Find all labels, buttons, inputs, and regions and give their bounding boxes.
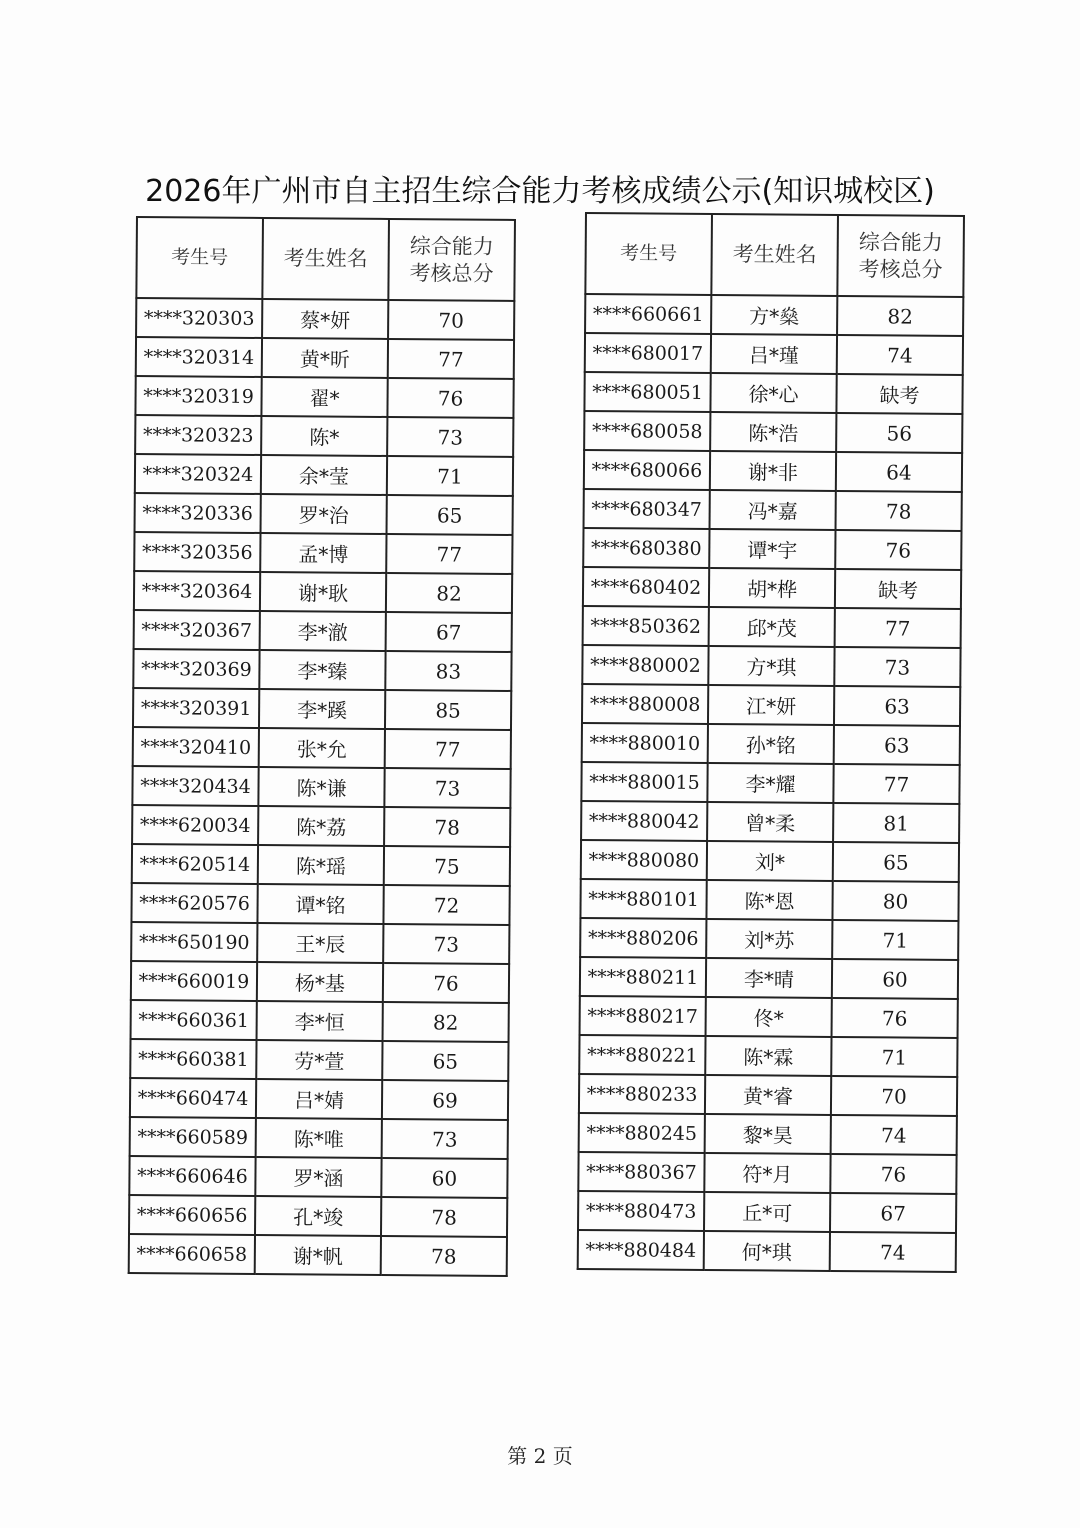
candidate-id-cell: ****880221 (579, 1035, 705, 1075)
score-cell: 80 (832, 881, 958, 921)
score-table-right (577, 212, 965, 1273)
candidate-id-cell: ****660661 (585, 294, 711, 334)
header-candidate-name: 考生姓名 (711, 214, 838, 296)
table-header-row (585, 213, 964, 297)
candidate-name-cell: 刘* (707, 841, 833, 881)
score-cell: 82 (837, 296, 963, 336)
table-row (129, 1195, 507, 1237)
candidate-name-cell: 陈*浩 (710, 412, 836, 452)
candidate-name-cell: 李*蹊 (259, 689, 385, 729)
table-row (583, 567, 961, 609)
score-cell: 56 (836, 413, 962, 453)
candidate-name-cell: 谢*帆 (255, 1235, 381, 1275)
table-row (579, 1074, 957, 1116)
candidate-name-cell: 何*琪 (704, 1231, 830, 1271)
candidate-name-cell: 孙*铭 (708, 724, 834, 764)
table-row (135, 376, 513, 418)
table-row (580, 996, 958, 1038)
score-cell: 77 (386, 534, 512, 574)
candidate-name-cell: 陈*唯 (256, 1118, 382, 1158)
score-cell: 77 (388, 339, 514, 379)
score-cell: 74 (830, 1232, 956, 1272)
score-cell: 71 (831, 1037, 957, 1077)
score-cell: 76 (383, 963, 509, 1003)
candidate-name-cell: 陈*荔 (258, 806, 384, 846)
header-candidate-id: 考生号 (585, 213, 712, 295)
candidate-name-cell: 黎*昊 (705, 1114, 831, 1154)
candidate-id-cell: ****680402 (583, 567, 709, 607)
candidate-id-cell: ****320324 (135, 454, 261, 494)
score-cell: 65 (387, 495, 513, 535)
candidate-id-cell: ****660381 (130, 1039, 256, 1079)
score-cell: 78 (381, 1197, 507, 1237)
candidate-id-cell: ****320434 (132, 766, 258, 806)
table-row (130, 1117, 508, 1159)
candidate-id-cell: ****880484 (578, 1230, 704, 1270)
candidate-name-cell: 罗*涵 (255, 1157, 381, 1197)
header-total-score (388, 219, 515, 301)
candidate-name-cell: 陈* (261, 416, 387, 456)
page-title: 2026年广州市自主招生综合能力考核成绩公示(知识城校区) (145, 174, 935, 209)
table-row (584, 489, 962, 531)
table-row (584, 450, 962, 492)
table-row (130, 1039, 508, 1081)
score-cell: 76 (832, 998, 958, 1038)
score-cell: 65 (382, 1041, 508, 1081)
candidate-name-cell: 陈*恩 (706, 880, 832, 920)
table-row (580, 879, 958, 921)
candidate-name-cell: 李*耀 (707, 763, 833, 803)
table-row (130, 1078, 508, 1120)
table-row (585, 294, 963, 336)
score-cell: 73 (382, 1119, 508, 1159)
score-cell: 70 (831, 1076, 957, 1116)
candidate-name-cell: 罗*治 (261, 494, 387, 534)
table-row (583, 528, 961, 570)
score-cell: 64 (836, 452, 962, 492)
table-body-right (578, 294, 964, 1272)
score-cell: 76 (835, 530, 961, 570)
candidate-name-cell: 张*允 (259, 728, 385, 768)
candidate-id-cell: ****320314 (136, 337, 262, 377)
score-cell: 72 (383, 885, 509, 925)
candidate-id-cell: ****880008 (582, 684, 708, 724)
header-score-line2: 考核总分 (409, 260, 494, 286)
candidate-name-cell: 冯*嘉 (710, 490, 836, 530)
table-row (132, 844, 510, 886)
candidate-id-cell: ****880042 (581, 801, 707, 841)
score-cell: 78 (381, 1236, 507, 1276)
table-row (582, 723, 960, 765)
candidate-id-cell: ****880367 (578, 1152, 704, 1192)
candidate-name-cell: 李*澈 (260, 611, 386, 651)
candidate-id-cell: ****680347 (584, 489, 710, 529)
candidate-id-cell: ****680051 (584, 372, 710, 412)
candidate-name-cell: 劳*萱 (256, 1040, 382, 1080)
candidate-name-cell: 符*月 (704, 1153, 830, 1193)
score-cell: 缺考 (835, 569, 961, 609)
header-total-score (837, 215, 964, 297)
table-row (133, 649, 511, 691)
table-row (129, 1234, 507, 1276)
candidate-name-cell: 杨*基 (257, 962, 383, 1002)
candidate-name-cell: 谭*宇 (709, 529, 835, 569)
candidate-id-cell: ****660646 (129, 1156, 255, 1196)
candidate-name-cell: 余*莹 (261, 455, 387, 495)
table-row (582, 645, 960, 687)
header-candidate-name: 考生姓名 (262, 218, 389, 300)
table-row (578, 1191, 956, 1233)
candidate-name-cell: 孔*竣 (255, 1196, 381, 1236)
candidate-name-cell: 李*晴 (706, 958, 832, 998)
score-cell: 82 (386, 573, 512, 613)
table-row (131, 1000, 509, 1042)
candidate-id-cell: ****320303 (136, 298, 262, 338)
score-cell: 73 (834, 647, 960, 687)
candidate-name-cell: 曾*柔 (707, 802, 833, 842)
table-row (581, 801, 959, 843)
candidate-name-cell: 李*臻 (259, 650, 385, 690)
table-row (133, 688, 511, 730)
candidate-id-cell: ****320356 (134, 532, 260, 572)
score-cell: 76 (387, 378, 513, 418)
candidate-id-cell: ****880473 (578, 1191, 704, 1231)
table-row (580, 918, 958, 960)
candidate-name-cell: 孟*博 (260, 533, 386, 573)
score-cell: 83 (385, 651, 511, 691)
candidate-name-cell: 吕*婧 (256, 1079, 382, 1119)
table-row (134, 610, 512, 652)
candidate-name-cell: 陈*霖 (705, 1036, 831, 1076)
candidate-id-cell: ****660019 (131, 961, 257, 1001)
candidate-id-cell: ****320369 (133, 649, 259, 689)
table-row (584, 411, 962, 453)
score-cell: 69 (382, 1080, 508, 1120)
score-cell: 82 (383, 1002, 509, 1042)
candidate-id-cell: ****320364 (134, 571, 260, 611)
candidate-name-cell: 方*琪 (708, 646, 834, 686)
candidate-id-cell: ****320391 (133, 688, 259, 728)
table-body-left (129, 298, 515, 1276)
score-cell: 81 (833, 803, 959, 843)
table-row (132, 766, 510, 808)
score-cell: 75 (384, 846, 510, 886)
candidate-name-cell: 方*燊 (711, 295, 837, 335)
candidate-name-cell: 谭*铭 (257, 884, 383, 924)
table-header-row (136, 217, 515, 301)
candidate-name-cell: 陈*瑶 (258, 845, 384, 885)
table-row (135, 493, 513, 535)
table-row (580, 957, 958, 999)
score-cell: 78 (836, 491, 962, 531)
table-row (136, 337, 514, 379)
score-table-left (128, 216, 516, 1277)
table-row (581, 840, 959, 882)
score-cell: 67 (830, 1193, 956, 1233)
score-cell: 缺考 (836, 374, 962, 414)
table-row (578, 1152, 956, 1194)
candidate-name-cell: 邱*茂 (709, 607, 835, 647)
candidate-id-cell: ****620034 (132, 805, 258, 845)
table-row (581, 762, 959, 804)
candidate-id-cell: ****650190 (131, 922, 257, 962)
table-row (131, 961, 509, 1003)
score-cell: 60 (381, 1158, 507, 1198)
candidate-id-cell: ****880010 (582, 723, 708, 763)
candidate-id-cell: ****660589 (130, 1117, 256, 1157)
table-row (135, 454, 513, 496)
candidate-id-cell: ****680380 (583, 528, 709, 568)
candidate-id-cell: ****620514 (132, 844, 258, 884)
candidate-id-cell: ****660658 (129, 1234, 255, 1274)
candidate-name-cell: 谢*非 (710, 451, 836, 491)
header-score-line2: 考核总分 (858, 256, 943, 282)
score-cell: 63 (834, 686, 960, 726)
candidate-id-cell: ****850362 (583, 606, 709, 646)
candidate-id-cell: ****880101 (580, 879, 706, 919)
page-number: 第 2 页 (507, 1444, 573, 1468)
candidate-id-cell: ****880233 (579, 1074, 705, 1114)
score-cell: 74 (837, 335, 963, 375)
table-row (133, 727, 511, 769)
header-score-line1: 综合能力 (858, 229, 943, 255)
candidate-name-cell: 黄*昕 (262, 338, 388, 378)
table-row (579, 1035, 957, 1077)
score-cell: 78 (384, 807, 510, 847)
candidate-id-cell: ****880015 (581, 762, 707, 802)
candidate-id-cell: ****880002 (582, 645, 708, 685)
candidate-id-cell: ****680017 (585, 333, 711, 373)
candidate-name-cell: 江*妍 (708, 685, 834, 725)
table-row (578, 1230, 956, 1272)
candidate-name-cell: 陈*谦 (258, 767, 384, 807)
candidate-id-cell: ****320336 (135, 493, 261, 533)
candidate-name-cell: 谢*耿 (260, 572, 386, 612)
score-cell: 77 (835, 608, 961, 648)
table-row (582, 684, 960, 726)
candidate-name-cell: 胡*桦 (709, 568, 835, 608)
candidate-name-cell: 王*辰 (257, 923, 383, 963)
candidate-id-cell: ****880080 (581, 840, 707, 880)
table-row (134, 532, 512, 574)
candidate-id-cell: ****660361 (131, 1000, 257, 1040)
score-cell: 74 (831, 1115, 957, 1155)
candidate-id-cell: ****660474 (130, 1078, 256, 1118)
header-score-line1: 综合能力 (409, 233, 494, 259)
score-cell: 73 (384, 768, 510, 808)
candidate-name-cell: 吕*瑾 (711, 334, 837, 374)
table-row (132, 805, 510, 847)
candidate-name-cell: 徐*心 (710, 373, 836, 413)
table-row (136, 298, 514, 340)
score-cell: 76 (830, 1154, 956, 1194)
candidate-name-cell: 蔡*妍 (262, 299, 388, 339)
candidate-name-cell: 李*恒 (257, 1001, 383, 1041)
score-cell: 73 (383, 924, 509, 964)
score-cell: 60 (832, 959, 958, 999)
header-candidate-id: 考生号 (136, 217, 263, 299)
table-row (131, 883, 509, 925)
candidate-name-cell: 刘*苏 (706, 919, 832, 959)
table-row (131, 922, 509, 964)
candidate-id-cell: ****320319 (135, 376, 261, 416)
candidate-id-cell: ****320410 (133, 727, 259, 767)
score-cell: 85 (385, 690, 511, 730)
score-cell: 77 (833, 764, 959, 804)
score-cell: 63 (834, 725, 960, 765)
candidate-id-cell: ****880245 (579, 1113, 705, 1153)
candidate-id-cell: ****880217 (580, 996, 706, 1036)
candidate-id-cell: ****320323 (135, 415, 261, 455)
score-cell: 73 (387, 417, 513, 457)
table-row (579, 1113, 957, 1155)
table-row (585, 333, 963, 375)
score-cell: 67 (386, 612, 512, 652)
candidate-id-cell: ****680058 (584, 411, 710, 451)
score-cell: 71 (832, 920, 958, 960)
candidate-name-cell: 黄*睿 (705, 1075, 831, 1115)
table-row (583, 606, 961, 648)
table-row (129, 1156, 507, 1198)
candidate-id-cell: ****620576 (131, 883, 257, 923)
candidate-id-cell: ****680066 (584, 450, 710, 490)
candidate-name-cell: 丘*可 (704, 1192, 830, 1232)
candidate-name-cell: 翟* (261, 377, 387, 417)
table-row (135, 415, 513, 457)
table-row (134, 571, 512, 613)
score-cell: 77 (385, 729, 511, 769)
score-cell: 70 (388, 300, 514, 340)
candidate-id-cell: ****660656 (129, 1195, 255, 1235)
score-cell: 65 (833, 842, 959, 882)
table-row (584, 372, 962, 414)
candidate-name-cell: 佟* (706, 997, 832, 1037)
candidate-id-cell: ****880211 (580, 957, 706, 997)
score-cell: 71 (387, 456, 513, 496)
candidate-id-cell: ****320367 (134, 610, 260, 650)
candidate-id-cell: ****880206 (580, 918, 706, 958)
